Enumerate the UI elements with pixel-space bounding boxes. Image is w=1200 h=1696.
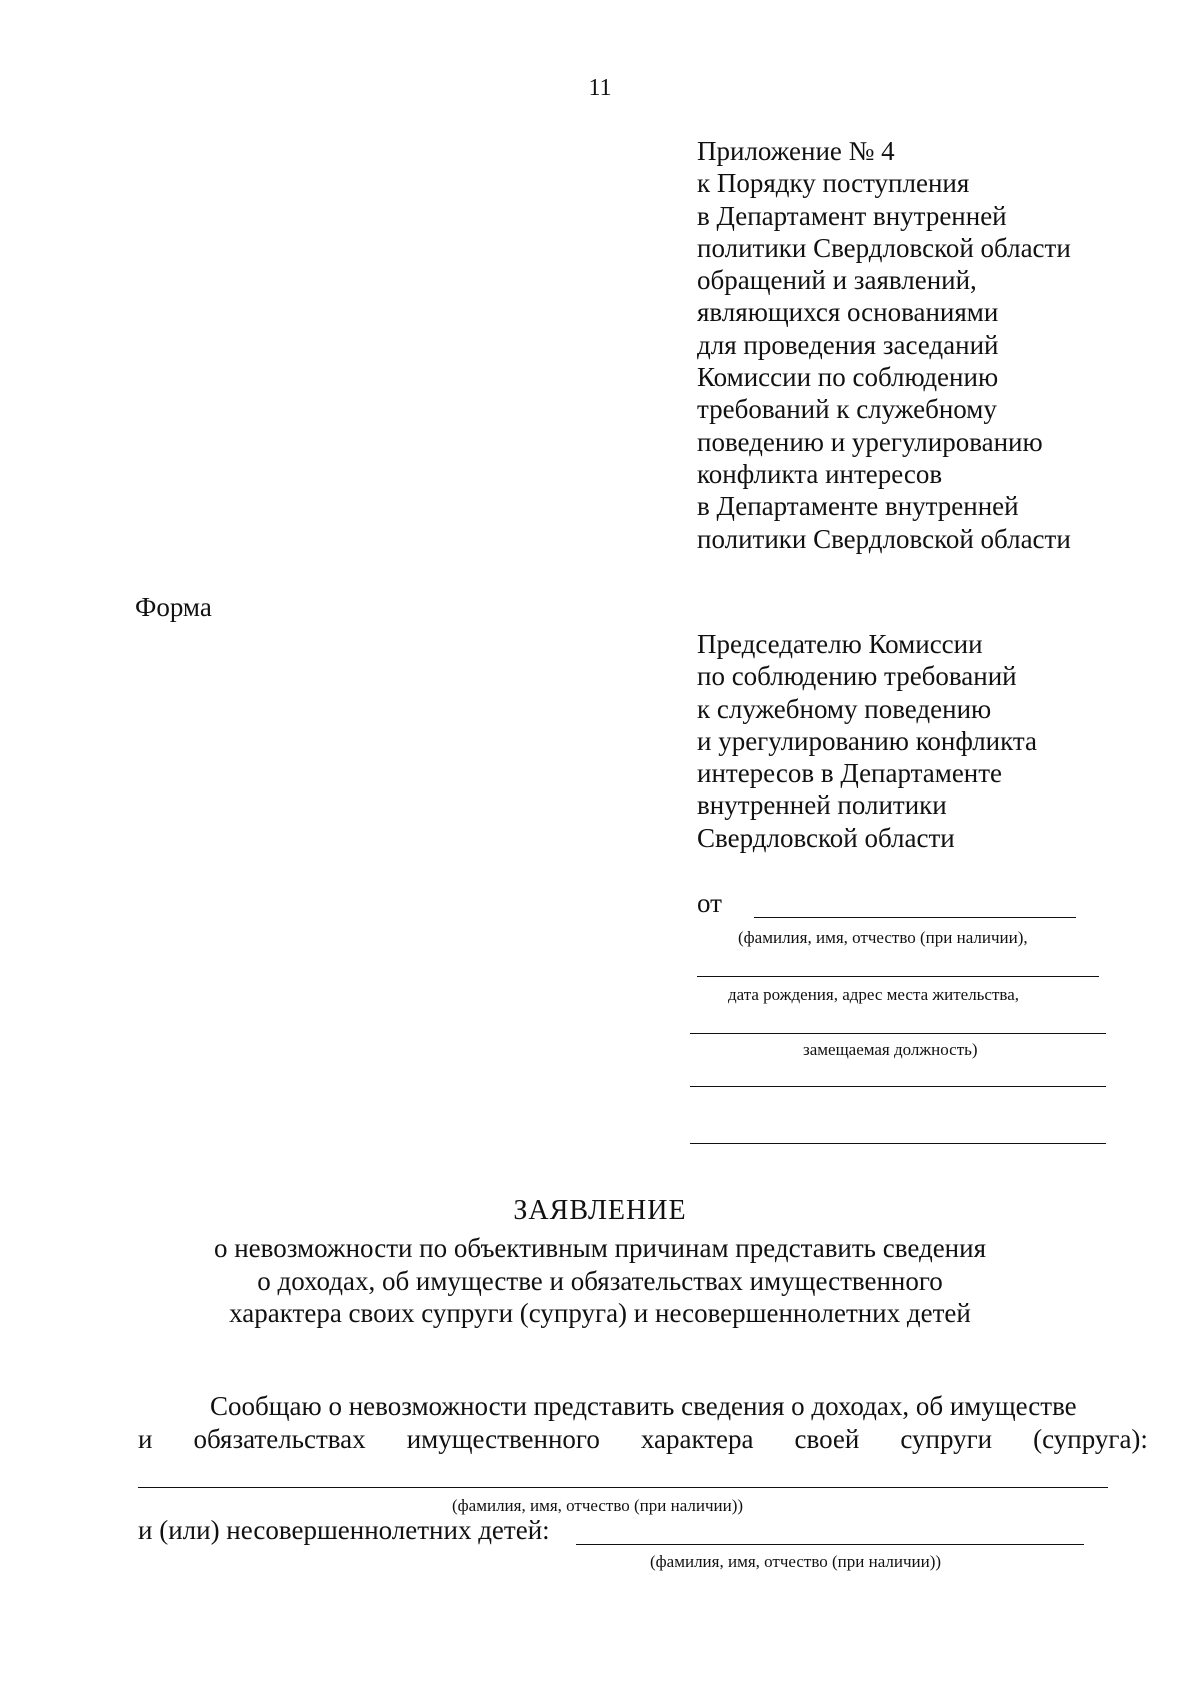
from-line-3[interactable] — [690, 1033, 1106, 1034]
addressee-line: по соблюдению требований — [697, 661, 1017, 692]
page-number: 11 — [588, 75, 612, 101]
appendix-line: Комиссии по соблюдению — [697, 362, 999, 393]
appendix-line: политики Свердловской области — [697, 523, 1071, 554]
body-word: и — [138, 1424, 153, 1454]
statement-body-line2 — [138, 1424, 1148, 1455]
appendix-line: для проведения заседаний — [697, 329, 999, 360]
from-caption-name: (фамилия, имя, отчество (при наличии), — [738, 928, 1028, 947]
from-caption-birth-address: дата рождения, адрес места жительства, — [728, 985, 1020, 1004]
from-line-5[interactable] — [690, 1143, 1106, 1144]
appendix-header — [697, 135, 1071, 555]
form-label: Форма — [135, 592, 212, 622]
statement-subtitle — [0, 1232, 1200, 1330]
children-name-line[interactable] — [576, 1544, 1084, 1545]
body-word: (супруга): — [1033, 1424, 1148, 1454]
appendix-line: являющихся основаниями — [697, 297, 999, 328]
subtitle-line: характера своих супруги (супруга) и несовершеннолетних детей — [229, 1298, 971, 1328]
from-caption-position: замещаемая должность) — [803, 1040, 978, 1059]
addressee-block — [697, 628, 1037, 854]
spouse-name-line[interactable] — [138, 1487, 1108, 1488]
body-word: обязательствах — [193, 1424, 366, 1454]
subtitle-line: о доходах, об имуществе и обязательствах имущественного — [257, 1265, 943, 1296]
addressee-line: Председателю Комиссии — [697, 629, 983, 659]
from-label: от — [697, 888, 722, 918]
appendix-line: в Департаменте внутренней — [697, 491, 1019, 522]
appendix-line: в Департамент внутренней — [697, 200, 1007, 231]
from-line-2[interactable] — [697, 976, 1099, 977]
addressee-line: и урегулированию конфликта — [697, 725, 1038, 756]
addressee-line: интересов в Департаменте — [697, 758, 1003, 789]
addressee-line: к служебному поведению — [697, 693, 992, 724]
from-name-line[interactable] — [754, 917, 1076, 918]
statement-title: ЗАЯВЛЕНИЕ — [513, 1195, 687, 1226]
appendix-line: политики Свердловской области — [697, 232, 1071, 263]
body-word: имущественного — [406, 1424, 600, 1454]
statement-body-line1: Сообщаю о невозможности представить сведения о доходах, об имуществе — [210, 1391, 1077, 1421]
appendix-line: к Порядку поступления — [697, 168, 970, 199]
children-label: и (или) несовершеннолетних детей: — [138, 1515, 550, 1545]
from-line-4[interactable] — [690, 1086, 1106, 1087]
body-word: своей — [794, 1424, 860, 1454]
appendix-line: обращений и заявлений, — [697, 265, 977, 296]
appendix-line: Приложение № 4 — [697, 136, 895, 166]
addressee-line: внутренней политики — [697, 790, 947, 821]
appendix-line: требований к служебному — [697, 394, 997, 425]
children-caption: (фамилия, имя, отчество (при наличии)) — [650, 1552, 942, 1571]
body-word: супруги — [900, 1424, 993, 1454]
appendix-line: конфликта интересов — [697, 458, 943, 489]
subtitle-line: о невозможности по объективным причинам представить сведения — [213, 1233, 986, 1263]
addressee-line: Свердловской области — [697, 822, 955, 853]
appendix-line: поведению и урегулированию — [697, 426, 1043, 457]
body-word: характера — [640, 1424, 754, 1454]
spouse-caption: (фамилия, имя, отчество (при наличии)) — [452, 1496, 744, 1515]
